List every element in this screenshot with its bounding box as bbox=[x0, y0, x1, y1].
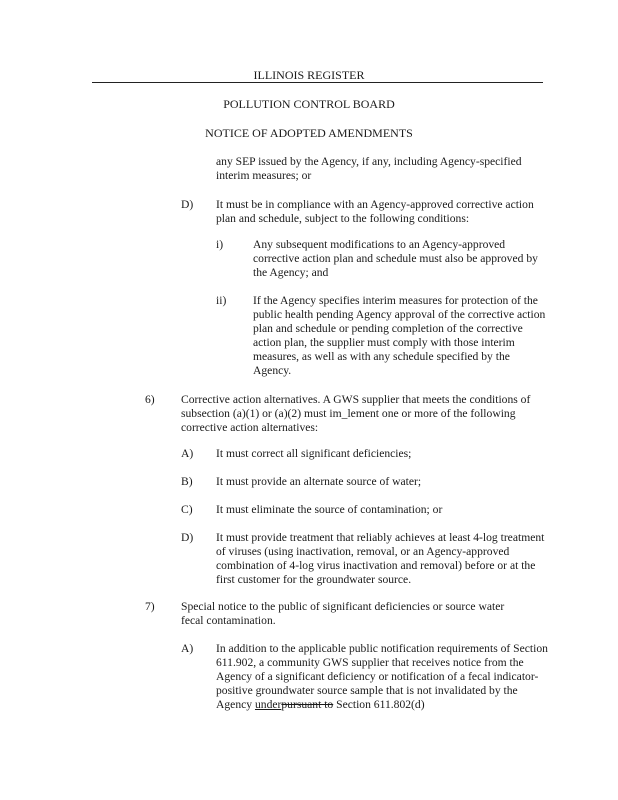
item-marker: 6) bbox=[145, 393, 155, 406]
continuation-paragraph: any SEP issued by the Agency, if any, including Agency-specified interim measures; or bbox=[216, 155, 522, 182]
item-marker: D) bbox=[181, 198, 194, 211]
item-marker: C) bbox=[181, 503, 193, 516]
item-text: Special notice to the public of significant deficiencies or source water fecal contamination. bbox=[181, 600, 505, 627]
item-marker: ii) bbox=[216, 294, 227, 307]
item-text: It must correct all significant deficiencies; bbox=[216, 447, 412, 460]
item-text: If the Agency specifies interim measures for protection of the public health pending Agency approval of the corrective action plan and schedule or pending completion of the corrective action plan, the supplier must comply with those interim measures, as well as with any schedule specified by the Agency. bbox=[253, 294, 546, 377]
item-text: Any subsequent modifications to an Agency-approved corrective action plan and schedule must also be approved by the Agency; and bbox=[253, 238, 538, 279]
inserted-text: under bbox=[254, 698, 282, 711]
board-name: POLLUTION CONTROL BOARD bbox=[223, 97, 395, 111]
item-text-end: Section 611.802(d) bbox=[333, 698, 425, 711]
item-text: It must provide treatment that reliably achieves at least 4-log treatment of viruses (using inactivation, removal, or an Agency-approved combination of 4-log virus inactivation and removal) before or at the first customer for the groundwater source. bbox=[216, 531, 545, 586]
item-marker: A) bbox=[181, 447, 194, 460]
deleted-text: pursuant to bbox=[281, 698, 334, 711]
header-rule bbox=[92, 82, 543, 83]
item-text: Corrective action alternatives. A GWS supplier that meets the conditions of subsection (a)(1) or (a)(2) must im_lement one or more of the following corrective action alternatives: bbox=[181, 393, 531, 434]
item-text: It must be in compliance with an Agency-approved corrective action plan and schedule, subject to the following conditions: bbox=[216, 198, 534, 225]
item-marker: 7) bbox=[145, 600, 155, 613]
register-title: ILLINOIS REGISTER bbox=[253, 68, 365, 82]
item-text bbox=[216, 642, 548, 712]
item-text: It must provide an alternate source of water; bbox=[216, 475, 422, 488]
item-text-main: In addition to the applicable public notification requirements of Section 611.902, a community GWS supplier that receives notice from the Agency of a significant deficiency or notification of a fecal indicator-positive groundwater source sample that is not invalidated by the Agency bbox=[216, 642, 548, 711]
item-text: It must eliminate the source of contamination; or bbox=[216, 503, 443, 516]
notice-title: NOTICE OF ADOPTED AMENDMENTS bbox=[205, 126, 413, 140]
item-marker: A) bbox=[181, 642, 194, 655]
item-marker: i) bbox=[216, 238, 224, 251]
item-marker: D) bbox=[181, 531, 194, 544]
item-marker: B) bbox=[181, 475, 193, 488]
